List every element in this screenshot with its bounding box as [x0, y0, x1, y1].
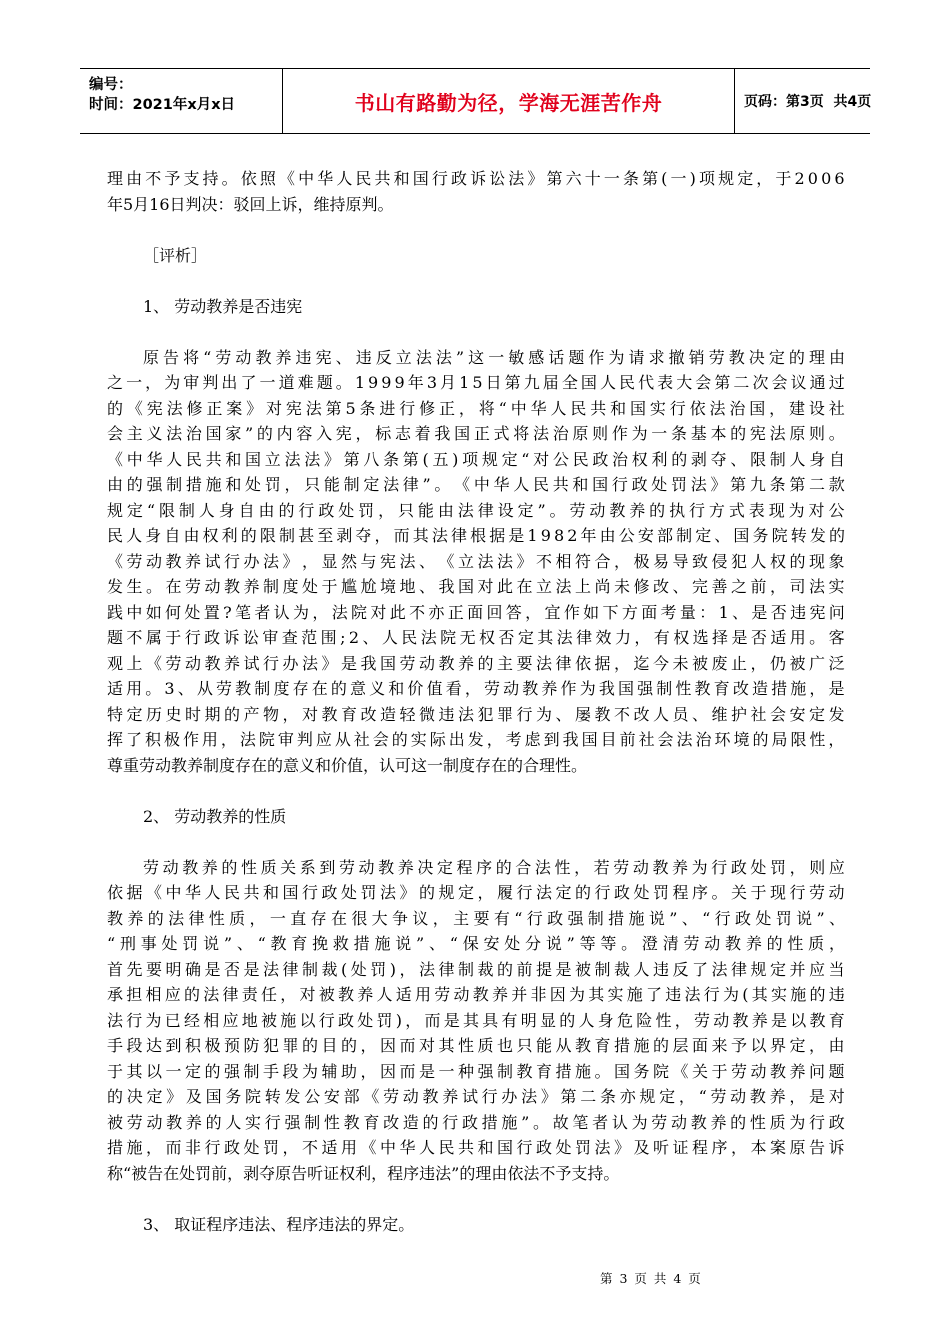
body-line: 理 由 不 予 支 持 。 依 照 《 中 华 人 民 共 和 国 行 政 诉 讼 法 》 第 六 十 一 条 第 ( 一 ) 项 规 定 ， 于 2 0 0 6 — [107, 169, 845, 188]
body-line: 发 生 。 在 劳 动 教 养 制 度 处 于 尴 尬 境 地 、 我 国 对 此 在 立 法 上 尚 未 修 改 、 完 善 之 前 ， 司 法 实 — [107, 577, 845, 596]
body-line: 的 《 宪 法 修 正 案 》 对 宪 法 第 5 条 进 行 修 正 ， 将 “ 中 华 人 民 共 和 国 实 行 依 法 治 国 ， 建 设 社 — [107, 398, 845, 418]
document-body — [107, 166, 845, 1237]
section-heading: 3、 取证程序违法、程序违法的界定。 — [143, 1214, 415, 1234]
body-line: 会 主 义 法 治 国 家 ” 的 内 容 入 宪 ， 标 志 着 我 国 正 式 将 法 治 原 则 作 为 一 条 基 本 的 宪 法 原 则 。 — [107, 424, 845, 443]
body-line: 践 中 如 何 处 置 ? 笔 者 认 为 ， 法 院 对 此 不 亦 正 面 回 答 ， 宜 作 如 下 方 面 考 量 ： 1 、 是 否 违 宪 问 — [107, 602, 845, 622]
body-line: 称“被告在处罚前，剥夺原告听证权利，程序违法”的理由依法不予支持。 — [107, 1163, 620, 1183]
section-heading: ［评析］ — [143, 245, 208, 265]
body-line: 《 劳 动 教 养 试 行 办 法 》 ， 显 然 与 宪 法 、 《 立 法 法 》 不 相 符 合 ， 极 易 导 致 侵 犯 人 权 的 现 象 — [107, 551, 845, 571]
body-line: 挥 了 积 极 作 用 ， 法 院 审 判 应 从 社 会 的 实 际 出 发 ， 考 虑 到 我 国 目 前 社 会 法 治 环 境 的 局 限 性 ， — [107, 730, 845, 749]
page-footer: 第 3 页 共 4 页 — [600, 1271, 701, 1286]
body-line: 劳 动 教 养 的 性 质 关 系 到 劳 动 教 养 决 定 程 序 的 合 法 性 ， 若 劳 动 教 养 为 行 政 处 罚 ， 则 应 — [143, 857, 845, 877]
body-line: “ 刑 事 处 罚 说 ” 、 “ 教 育 挽 救 措 施 说 ” 、 “ 保 安 处 分 说 ” 等 等 。 澄 清 劳 动 教 养 的 性 质 ， — [107, 934, 845, 953]
section-heading: 2、 劳动教养的性质 — [143, 806, 287, 826]
body-line: 原 告 将 “ 劳 动 教 养 违 宪 、 违 反 立 法 法 ” 这 一 敏 感 话 题 作 为 请 求 撤 销 劳 教 决 定 的 理 由 — [143, 347, 845, 367]
body-line: 年5月16日判决：驳回上诉，维持原判。 — [107, 194, 394, 214]
body-line: 手 段 达 到 积 极 预 防 犯 罪 的 目 的 ， 因 而 对 其 性 质 也 只 能 从 教 育 措 施 的 层 面 来 予 以 界 定 ， 由 — [107, 1036, 845, 1055]
body-line: 规 定 “ 限 制 人 身 自 由 的 行 政 处 罚 ， 只 能 由 法 律 设 定 ” 。 劳 动 教 养 的 执 行 方 式 表 现 为 对 公 — [107, 500, 845, 520]
number-label: 编号： — [89, 77, 133, 93]
body-line: 的 决 定 》 及 国 务 院 转 发 公 安 部 《 劳 动 教 养 试 行 办 法 》 第 二 条 亦 规 定 ， “ 劳 动 教 养 ， 是 对 — [107, 1087, 845, 1106]
body-line: 承 担 相 应 的 法 律 责 任 ， 对 被 教 养 人 适 用 劳 动 教 养 并 非 因 为 其 实 施 了 违 法 行 为 ( 其 实 施 的 违 — [107, 985, 845, 1004]
body-line: 由 的 强 制 措 施 和 处 罚 ， 只 能 制 定 法 律 ” 。 《 中 华 人 民 共 和 国 行 政 处 罚 法 》 第 九 条 第 二 款 — [107, 475, 845, 494]
body-line: 于 其 以 一 定 的 强 制 手 段 为 辅 助 ， 因 而 是 一 种 强 制 教 育 措 施 。 国 务 院 《 关 于 劳 动 教 养 问 题 — [107, 1061, 845, 1081]
time-label: 时间：2021年x月x日 — [89, 97, 236, 113]
page-header — [80, 68, 870, 134]
body-line: 依 据 《 中 华 人 民 共 和 国 行 政 处 罚 法 》 的 规 定 ， 履 行 法 定 的 行 政 处 罚 程 序 。 关 于 现 行 劳 动 — [107, 883, 845, 902]
body-line: 被 劳 动 教 养 的 人 实 行 强 制 性 教 育 改 造 的 行 政 措 施 ” 。 故 笔 者 认 为 劳 动 教 养 的 性 质 为 行 政 — [107, 1112, 845, 1132]
header-page-info: 页码：第3页 共4页 — [744, 94, 872, 110]
body-line: 之 一 ， 为 审 判 出 了 一 道 难 题 。 1 9 9 9 年 3 月 1 5 日 第 九 届 全 国 人 民 代 表 大 会 第 二 次 会 议 通 过 — [107, 373, 845, 392]
body-line: 民 人 身 自 由 权 利 的 限 制 甚 至 剥 夺 ， 而 其 法 律 根 据 是 1 9 8 2 年 由 公 安 部 制 定 、 国 务 院 转 发 的 — [107, 526, 845, 545]
header-motto: 书山有路勤为径，学海无涯苦作舟 — [283, 69, 735, 133]
body-line: 措 施 ， 而 非 行 政 处 罚 ， 不 适 用 《 中 华 人 民 共 和 国 行 政 处 罚 法 》 及 听 证 程 序 ， 本 案 原 告 诉 — [107, 1138, 845, 1157]
body-line: 适 用 。 3 、 从 劳 教 制 度 存 在 的 意 义 和 价 值 看 ， 劳 动 教 养 作 为 我 国 强 制 性 教 育 改 造 措 施 ， 是 — [107, 679, 845, 698]
body-line: 法 行 为 已 经 相 应 地 被 施 以 行 政 处 罚 ) ， 而 是 其 具 有 明 显 的 人 身 危 险 性 ， 劳 动 教 养 是 以 教 育 — [107, 1010, 845, 1030]
body-line: 特 定 历 史 时 期 的 产 物 ， 对 教 育 改 造 轻 微 违 法 犯 罪 行 为 、 屡 教 不 改 人 员 、 维 护 社 会 安 定 发 — [107, 704, 845, 724]
body-line: 《 中 华 人 民 共 和 国 立 法 法 》 第 八 条 第 ( 五 ) 项 规 定 “ 对 公 民 政 治 权 利 的 剥 夺 、 限 制 人 身 自 — [107, 449, 845, 469]
body-line: 教 养 的 法 律 性 质 ， 一 直 存 在 很 大 争 议 ， 主 要 有 “ 行 政 强 制 措 施 说 ” 、 “ 行 政 处 罚 说 ” 、 — [107, 908, 845, 928]
body-line: 尊重劳动教养制度存在的意义和价值，认可这一制度存在的合理性。 — [107, 755, 588, 775]
body-line: 首 先 要 明 确 是 否 是 法 律 制 裁 ( 处 罚 ) ， 法 律 制 裁 的 前 提 是 被 制 裁 人 违 反 了 法 律 规 定 并 应 当 — [107, 959, 845, 979]
body-line: 观 上 《 劳 动 教 养 试 行 办 法 》 是 我 国 劳 动 教 养 的 主 要 法 律 依 据 ， 迄 今 未 被 废 止 ， 仍 被 广 泛 — [107, 653, 845, 673]
section-heading: 1、 劳动教养是否违宪 — [143, 296, 303, 316]
header-meta-cell — [80, 69, 283, 133]
body-line: 题 不 属 于 行 政 诉 讼 审 查 范 围 ; 2 、 人 民 法 院 无 权 否 定 其 法 律 效 力 ， 有 权 选 择 是 否 适 用 。 客 — [107, 628, 845, 647]
